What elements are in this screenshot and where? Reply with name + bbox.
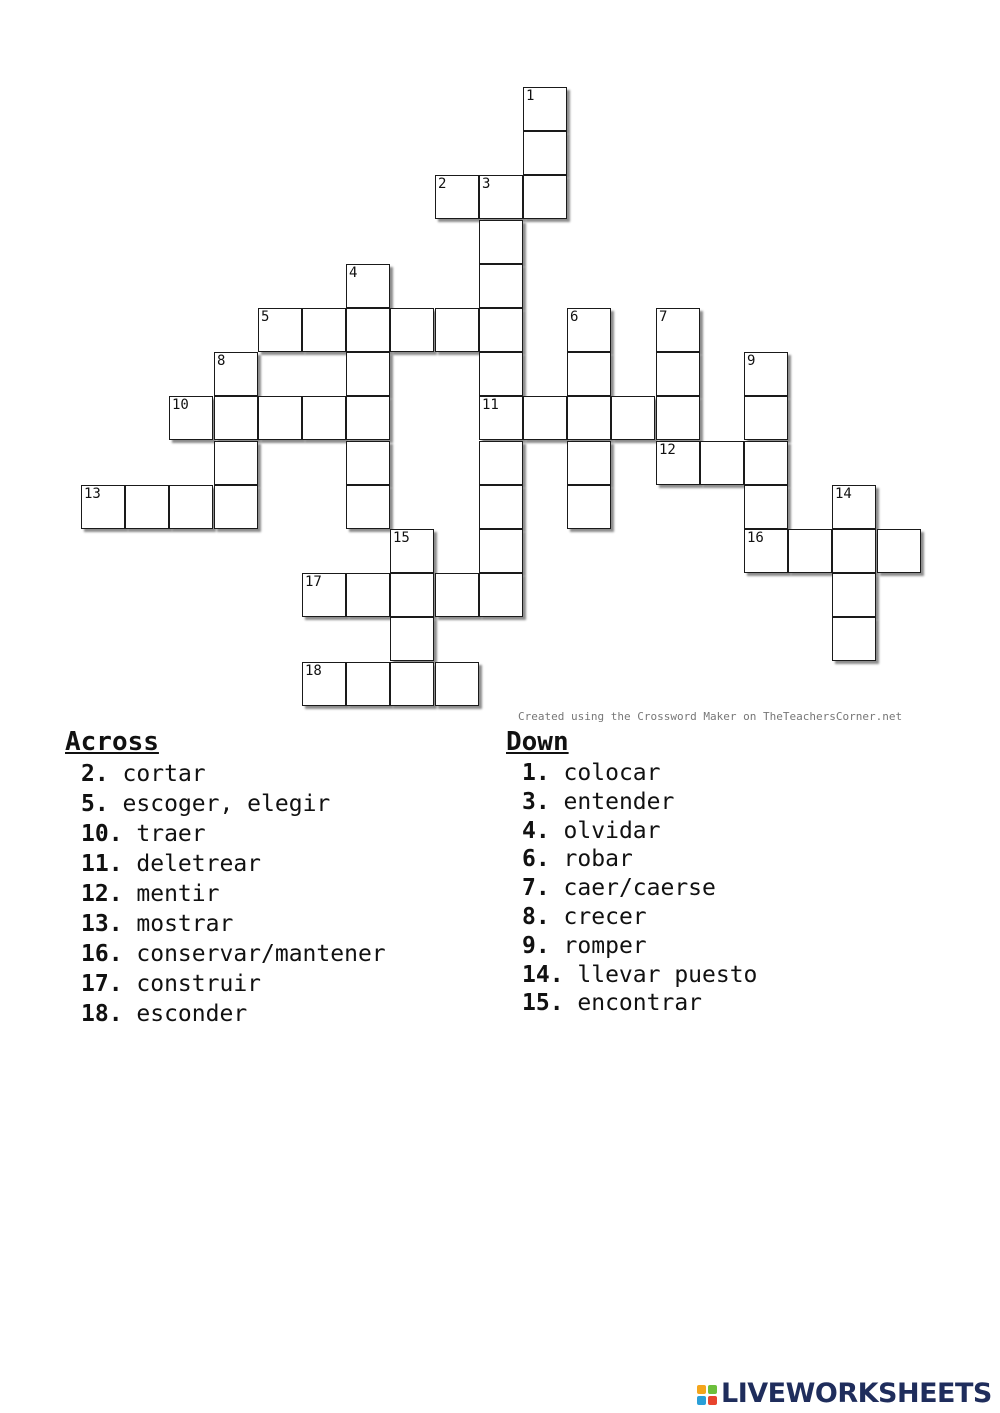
letter-input[interactable] bbox=[833, 486, 875, 528]
crossword-cell[interactable] bbox=[744, 396, 788, 440]
clue-text: romper bbox=[549, 932, 647, 959]
clue-text: escoger, elegir bbox=[108, 791, 331, 817]
crossword-cell-4[interactable] bbox=[346, 264, 390, 308]
letter-input[interactable] bbox=[215, 353, 257, 395]
down-clue bbox=[506, 932, 757, 961]
letter-input[interactable] bbox=[524, 88, 566, 130]
letter-input[interactable] bbox=[568, 397, 610, 439]
clue-number: 1 bbox=[526, 88, 535, 104]
down-clues bbox=[506, 727, 757, 1018]
crossword-cell[interactable] bbox=[346, 441, 390, 485]
crossword-cell-1[interactable] bbox=[523, 87, 567, 131]
crossword-cell-9[interactable] bbox=[744, 352, 788, 396]
down-clue bbox=[506, 759, 757, 788]
clue-number: 15 bbox=[393, 530, 410, 546]
letter-input[interactable] bbox=[391, 530, 433, 572]
letter-input[interactable] bbox=[833, 618, 875, 660]
clue-number: 18. bbox=[81, 1001, 123, 1027]
crossword-cell-18[interactable] bbox=[302, 662, 346, 706]
crossword-cell[interactable] bbox=[744, 485, 788, 529]
across-clues bbox=[65, 727, 386, 1029]
letter-input[interactable] bbox=[391, 663, 433, 705]
logo-square bbox=[708, 1385, 717, 1394]
crossword-cell-16[interactable] bbox=[744, 529, 788, 573]
letter-input[interactable] bbox=[524, 132, 566, 174]
across-clue bbox=[65, 969, 386, 999]
letter-input[interactable] bbox=[745, 486, 787, 528]
letter-input[interactable] bbox=[701, 442, 743, 484]
letter-input[interactable] bbox=[480, 574, 522, 616]
letter-input[interactable] bbox=[347, 663, 389, 705]
clue-number: 5. bbox=[81, 791, 109, 817]
crossword-cell[interactable] bbox=[567, 441, 611, 485]
crossword-cell[interactable] bbox=[832, 529, 876, 573]
down-clue bbox=[506, 845, 757, 874]
crossword-cell[interactable] bbox=[390, 662, 434, 706]
down-clue bbox=[506, 989, 757, 1018]
crossword-cell[interactable] bbox=[390, 573, 434, 617]
clue-text: robar bbox=[549, 846, 633, 873]
crossword-cell[interactable] bbox=[567, 485, 611, 529]
letter-input[interactable] bbox=[170, 397, 212, 439]
clue-number: 13. bbox=[81, 911, 123, 937]
letter-input[interactable] bbox=[480, 486, 522, 528]
letter-input[interactable] bbox=[259, 309, 301, 351]
letter-input[interactable] bbox=[833, 530, 875, 572]
down-clue bbox=[506, 961, 757, 990]
crossword-cell[interactable] bbox=[479, 485, 523, 529]
letter-input[interactable] bbox=[657, 442, 699, 484]
letter-input[interactable] bbox=[745, 530, 787, 572]
letter-input[interactable] bbox=[391, 618, 433, 660]
clue-number: 7. bbox=[522, 875, 550, 902]
clue-number: 9. bbox=[522, 932, 550, 959]
crossword-cell-3[interactable] bbox=[479, 175, 523, 219]
down-clue-list bbox=[506, 759, 757, 1018]
letter-input[interactable] bbox=[480, 265, 522, 307]
clue-number: 14 bbox=[835, 486, 852, 502]
crossword-cell-11[interactable] bbox=[479, 396, 523, 440]
crossword-maker-credit: Created using the Crossword Maker on TheTeachersCorner.net bbox=[518, 710, 903, 723]
across-clue bbox=[65, 759, 386, 789]
letter-input[interactable] bbox=[303, 574, 345, 616]
letter-input[interactable] bbox=[436, 309, 478, 351]
clue-number: 3 bbox=[482, 176, 491, 192]
crossword-cell[interactable] bbox=[390, 617, 434, 661]
clue-number: 17. bbox=[81, 971, 123, 997]
clue-number: 10. bbox=[81, 821, 123, 847]
crossword-cell-6[interactable] bbox=[567, 308, 611, 352]
letter-input[interactable] bbox=[568, 353, 610, 395]
letter-input[interactable] bbox=[568, 309, 610, 351]
crossword-cell[interactable] bbox=[346, 308, 390, 352]
crossword-cell-2[interactable] bbox=[435, 175, 479, 219]
letter-input[interactable] bbox=[347, 442, 389, 484]
letter-input[interactable] bbox=[347, 574, 389, 616]
letter-input[interactable] bbox=[568, 486, 610, 528]
letter-input[interactable] bbox=[480, 353, 522, 395]
letter-input[interactable] bbox=[524, 176, 566, 218]
crossword-cell[interactable] bbox=[214, 396, 258, 440]
crossword-cell[interactable] bbox=[611, 396, 655, 440]
letter-input[interactable] bbox=[215, 442, 257, 484]
clue-number: 8 bbox=[217, 353, 226, 369]
crossword-cell[interactable] bbox=[346, 485, 390, 529]
letter-input[interactable] bbox=[480, 176, 522, 218]
clue-number: 7 bbox=[659, 309, 668, 325]
logo-square bbox=[697, 1396, 706, 1405]
logo-square bbox=[697, 1385, 706, 1394]
clue-number: 16 bbox=[747, 530, 764, 546]
crossword-cell-17[interactable] bbox=[302, 573, 346, 617]
letter-input[interactable] bbox=[347, 265, 389, 307]
crossword-cell[interactable] bbox=[479, 220, 523, 264]
clue-number: 2 bbox=[438, 176, 447, 192]
across-clue bbox=[65, 879, 386, 909]
letter-input[interactable] bbox=[480, 442, 522, 484]
letter-input[interactable] bbox=[436, 176, 478, 218]
crossword-cell[interactable] bbox=[656, 396, 700, 440]
down-clue bbox=[506, 817, 757, 846]
letter-input[interactable] bbox=[480, 309, 522, 351]
letter-input[interactable] bbox=[878, 530, 920, 572]
letter-input[interactable] bbox=[833, 574, 875, 616]
crossword-cell[interactable] bbox=[479, 308, 523, 352]
clue-number: 4 bbox=[349, 265, 358, 281]
crossword-cell-8[interactable] bbox=[214, 352, 258, 396]
letter-input[interactable] bbox=[170, 486, 212, 528]
clue-number: 8. bbox=[522, 903, 550, 930]
clue-text: llevar puesto bbox=[563, 961, 758, 988]
liveworksheets-logo bbox=[697, 1377, 992, 1409]
crossword-cell[interactable] bbox=[346, 396, 390, 440]
clue-text: construir bbox=[122, 971, 262, 997]
clue-number: 9 bbox=[747, 353, 756, 369]
crossword-cell[interactable] bbox=[700, 441, 744, 485]
letter-input[interactable] bbox=[391, 309, 433, 351]
clue-text: encontrar bbox=[563, 990, 703, 1017]
across-clue bbox=[65, 819, 386, 849]
crossword-cell-14[interactable] bbox=[832, 485, 876, 529]
crossword-cell-12[interactable] bbox=[656, 441, 700, 485]
letter-input[interactable] bbox=[259, 397, 301, 439]
crossword-cell-5[interactable] bbox=[258, 308, 302, 352]
letter-input[interactable] bbox=[657, 309, 699, 351]
clue-text: mentir bbox=[122, 881, 220, 907]
crossword-cell[interactable] bbox=[567, 352, 611, 396]
letter-input[interactable] bbox=[82, 486, 124, 528]
crossword-cell[interactable] bbox=[390, 308, 434, 352]
letter-input[interactable] bbox=[347, 353, 389, 395]
across-heading: Across bbox=[65, 727, 159, 757]
crossword-cell-13[interactable] bbox=[81, 485, 125, 529]
crossword-cell-15[interactable] bbox=[390, 529, 434, 573]
crossword-cell[interactable] bbox=[877, 529, 921, 573]
letter-input[interactable] bbox=[480, 221, 522, 263]
clue-text: entender bbox=[549, 788, 675, 815]
clue-number: 11 bbox=[482, 397, 499, 413]
clue-number: 17 bbox=[305, 574, 322, 590]
across-clue bbox=[65, 849, 386, 879]
crossword-cell[interactable] bbox=[523, 396, 567, 440]
crossword-cell[interactable] bbox=[479, 573, 523, 617]
crossword-cell[interactable] bbox=[479, 264, 523, 308]
clue-number: 12 bbox=[659, 442, 676, 458]
letter-input[interactable] bbox=[436, 574, 478, 616]
across-clue bbox=[65, 909, 386, 939]
across-clue bbox=[65, 789, 386, 819]
down-clue bbox=[506, 903, 757, 932]
crossword-cell[interactable] bbox=[656, 352, 700, 396]
down-heading: Down bbox=[506, 727, 569, 757]
crossword-cell[interactable] bbox=[435, 662, 479, 706]
clue-number: 5 bbox=[261, 309, 270, 325]
crossword-cell[interactable] bbox=[258, 396, 302, 440]
clue-number: 14. bbox=[522, 961, 564, 988]
crossword-cell[interactable] bbox=[744, 441, 788, 485]
letter-input[interactable] bbox=[303, 663, 345, 705]
clue-number: 1. bbox=[522, 760, 550, 786]
clue-text: caer/caerse bbox=[549, 875, 716, 902]
clue-number: 6 bbox=[570, 309, 579, 325]
clue-number: 15. bbox=[522, 990, 564, 1017]
clue-number: 12. bbox=[81, 881, 123, 907]
clue-text: deletrear bbox=[122, 851, 262, 877]
crossword-cell-7[interactable] bbox=[656, 308, 700, 352]
clue-text: cortar bbox=[108, 761, 206, 787]
crossword-cell[interactable] bbox=[214, 441, 258, 485]
crossword-cell[interactable] bbox=[567, 396, 611, 440]
letter-input[interactable] bbox=[436, 663, 478, 705]
clue-number: 11. bbox=[81, 851, 123, 877]
letter-input[interactable] bbox=[745, 442, 787, 484]
crossword-cell[interactable] bbox=[125, 485, 169, 529]
crossword-cell[interactable] bbox=[214, 485, 258, 529]
letter-input[interactable] bbox=[480, 397, 522, 439]
clue-text: olvidar bbox=[549, 817, 661, 844]
crossword-cell[interactable] bbox=[346, 662, 390, 706]
crossword-cell[interactable] bbox=[832, 573, 876, 617]
clue-text: colocar bbox=[549, 760, 661, 786]
crossword-cell[interactable] bbox=[479, 441, 523, 485]
letter-input[interactable] bbox=[745, 397, 787, 439]
letter-input[interactable] bbox=[789, 530, 831, 572]
clue-number: 3. bbox=[522, 788, 550, 815]
clue-text: esconder bbox=[122, 1001, 248, 1027]
down-clue bbox=[506, 788, 757, 817]
letter-input[interactable] bbox=[215, 486, 257, 528]
letter-input[interactable] bbox=[347, 397, 389, 439]
clue-number: 13 bbox=[84, 486, 101, 502]
letter-input[interactable] bbox=[303, 309, 345, 351]
letter-input[interactable] bbox=[347, 309, 389, 351]
crossword-cell[interactable] bbox=[346, 573, 390, 617]
liveworksheets-wordmark: LIVEWORKSHEETS bbox=[721, 1377, 992, 1409]
letter-input[interactable] bbox=[215, 397, 257, 439]
crossword-cell[interactable] bbox=[302, 396, 346, 440]
clue-text: crecer bbox=[549, 903, 647, 930]
crossword-cell[interactable] bbox=[435, 573, 479, 617]
crossword-cell[interactable] bbox=[523, 131, 567, 175]
crossword-cell[interactable] bbox=[346, 352, 390, 396]
crossword-cell[interactable] bbox=[435, 308, 479, 352]
crossword-cell-10[interactable] bbox=[169, 396, 213, 440]
letter-input[interactable] bbox=[347, 486, 389, 528]
crossword-cell[interactable] bbox=[523, 175, 567, 219]
crossword-cell[interactable] bbox=[479, 529, 523, 573]
across-clue bbox=[65, 999, 386, 1029]
letter-input[interactable] bbox=[657, 353, 699, 395]
crossword-cell[interactable] bbox=[788, 529, 832, 573]
clue-number: 18 bbox=[305, 663, 322, 679]
letter-input[interactable] bbox=[657, 397, 699, 439]
letter-input[interactable] bbox=[126, 486, 168, 528]
clue-number: 2. bbox=[81, 761, 109, 787]
crossword-cell[interactable] bbox=[479, 352, 523, 396]
letter-input[interactable] bbox=[612, 397, 654, 439]
crossword-cell[interactable] bbox=[302, 308, 346, 352]
across-clue bbox=[65, 939, 386, 969]
clue-number: 4. bbox=[522, 817, 550, 844]
letter-input[interactable] bbox=[391, 574, 433, 616]
across-clue-list bbox=[65, 759, 386, 1029]
logo-square bbox=[708, 1396, 717, 1405]
liveworksheets-logo-icon bbox=[697, 1385, 717, 1405]
letter-input[interactable] bbox=[303, 397, 345, 439]
clue-number: 6. bbox=[522, 846, 550, 873]
letter-input[interactable] bbox=[568, 442, 610, 484]
clue-text: mostrar bbox=[122, 911, 234, 937]
crossword-cell[interactable] bbox=[169, 485, 213, 529]
letter-input[interactable] bbox=[745, 353, 787, 395]
clue-text: traer bbox=[122, 821, 206, 847]
letter-input[interactable] bbox=[524, 397, 566, 439]
crossword-cell[interactable] bbox=[832, 617, 876, 661]
clue-number: 10 bbox=[172, 397, 189, 413]
clue-text: conservar/mantener bbox=[122, 941, 386, 967]
letter-input[interactable] bbox=[480, 530, 522, 572]
down-clue bbox=[506, 874, 757, 903]
clue-number: 16. bbox=[81, 941, 123, 967]
